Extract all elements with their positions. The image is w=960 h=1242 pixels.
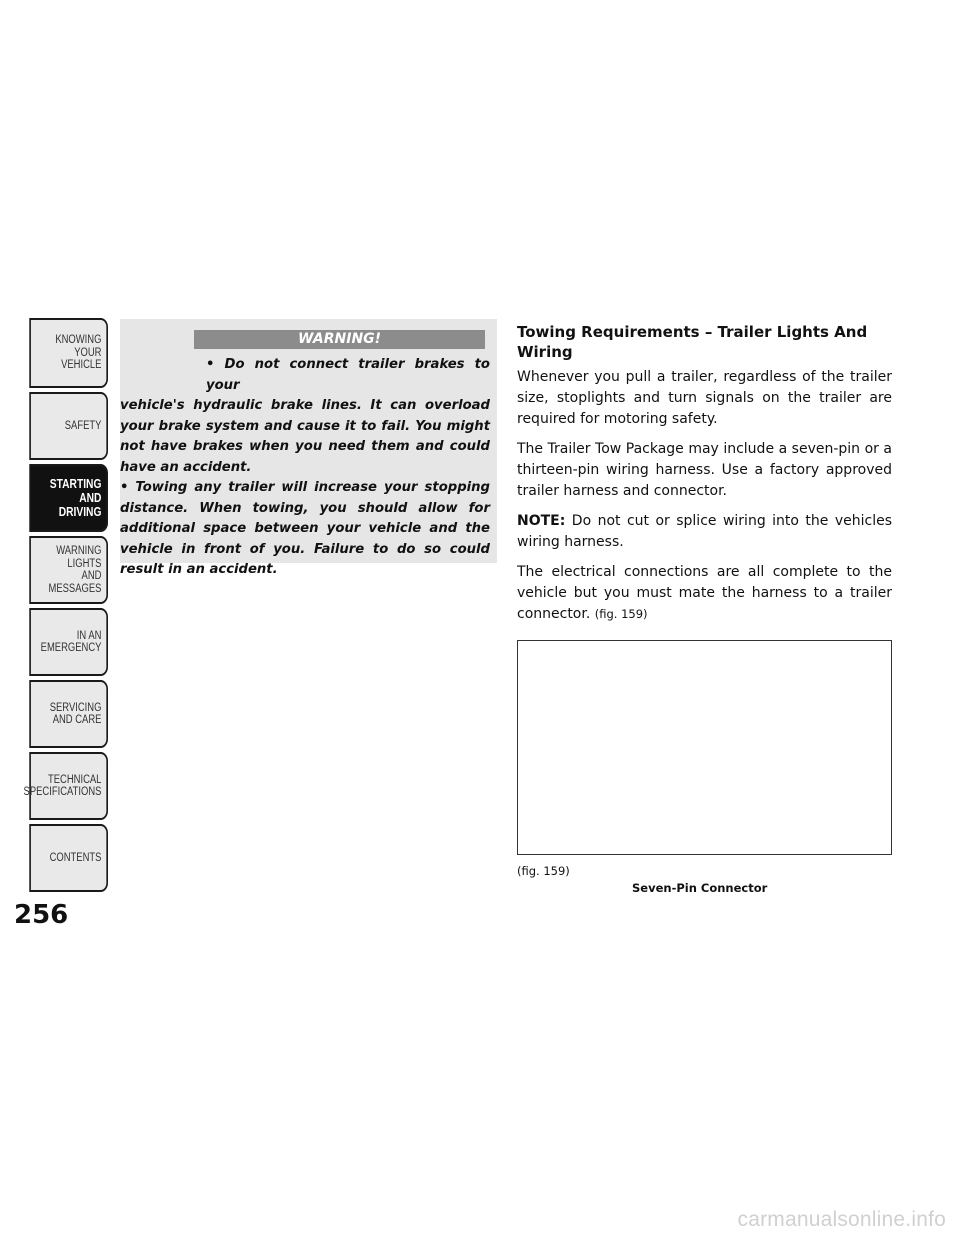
chapter-tab-contents[interactable]	[29, 824, 108, 892]
chapter-tab-label: WARNING	[56, 545, 102, 557]
chapter-tab-label: KNOWING	[55, 334, 102, 347]
chapter-tab-label: DRIVING	[58, 505, 102, 519]
warning-title: WARNING!	[194, 330, 485, 349]
paragraph-1: Whenever you pull a trailer, regardless of the trailer size, stoplights and turn signals on the trailer are required for motoring safety.	[517, 369, 892, 427]
chapter-tab-in-an-emergency[interactable]	[29, 608, 108, 676]
figure-caption: Seven-Pin Connector	[632, 881, 768, 895]
paragraph-2: The Trailer Tow Package may include a seven-pin or a thirteen-pin wiring harness. Use a factory approved trailer harness and connector.	[517, 441, 892, 499]
note-text: Do not cut or splice wiring into the vehicles wiring harness.	[517, 513, 892, 550]
figure-image-frame	[517, 640, 892, 855]
chapter-tab-label: AND	[81, 570, 102, 582]
right-column	[517, 322, 892, 634]
figure-number: (fig. 159)	[517, 864, 570, 878]
chapter-tab-label: TECHNICAL	[47, 773, 102, 786]
note-label: NOTE:	[517, 513, 566, 529]
chapter-tab-label: CONTENTS	[49, 851, 102, 864]
paragraph-3-text: The electrical connections are all complete to the vehicle but you must mate the harness to a trailer connector.	[517, 564, 892, 622]
chapter-tab-label: SAFETY	[64, 419, 102, 432]
chapter-tab-label: AND	[79, 491, 102, 505]
chapter-tab-knowing-your-vehicle[interactable]	[29, 318, 108, 388]
warning-bullet-1-rest: vehicle's hydraulic brake lines. It can overload your brake system and cause it to fail. You might not have brakes when you need them and could have an accident.	[120, 398, 490, 475]
warning-bullet-1-first: • Do not connect trailer brakes to your	[206, 357, 490, 393]
chapter-tab-label: LIGHTS	[67, 557, 102, 570]
chapter-tab-label: STARTING	[49, 477, 102, 491]
figure-reference-link[interactable]: (fig. 159)	[594, 607, 648, 621]
chapter-tab-label: EMERGENCY	[40, 642, 102, 654]
chapter-tab-starting-and-driving[interactable]	[29, 464, 108, 532]
chapter-tab-warning-lights-and-messages[interactable]	[29, 536, 108, 604]
chapter-tab-label: MESSAGES	[48, 582, 102, 595]
warning-bullet-2: • Towing any trailer will increase your stopping distance. When towing, you should allow for additional space between your vehicle and the vehicle in front of you. Failure to do so could result in an accident.	[120, 480, 490, 577]
chapter-tab-safety[interactable]	[29, 392, 108, 460]
chapter-tab-label: VEHICLE	[61, 359, 102, 372]
paragraph-3	[517, 562, 892, 625]
page-number: 256	[14, 900, 69, 930]
warning-text	[120, 355, 490, 581]
chapter-tab-label: SERVICING	[49, 701, 102, 714]
warning-box	[120, 319, 497, 577]
section-heading: Towing Requirements – Trailer Lights And Wiring	[517, 323, 868, 361]
note-paragraph	[517, 511, 892, 553]
chapter-tab-label: AND CARE	[52, 714, 102, 726]
chapter-tab-servicing-and-care[interactable]	[29, 680, 108, 748]
chapter-tab-label: SPECIFICATIONS	[23, 786, 102, 798]
watermark: carmanualsonline.info	[737, 1208, 946, 1231]
chapter-tab-technical-specifications[interactable]	[23, 752, 108, 820]
chapter-tab-label: YOUR	[74, 346, 102, 359]
chapter-tab-label: IN AN	[76, 629, 102, 642]
